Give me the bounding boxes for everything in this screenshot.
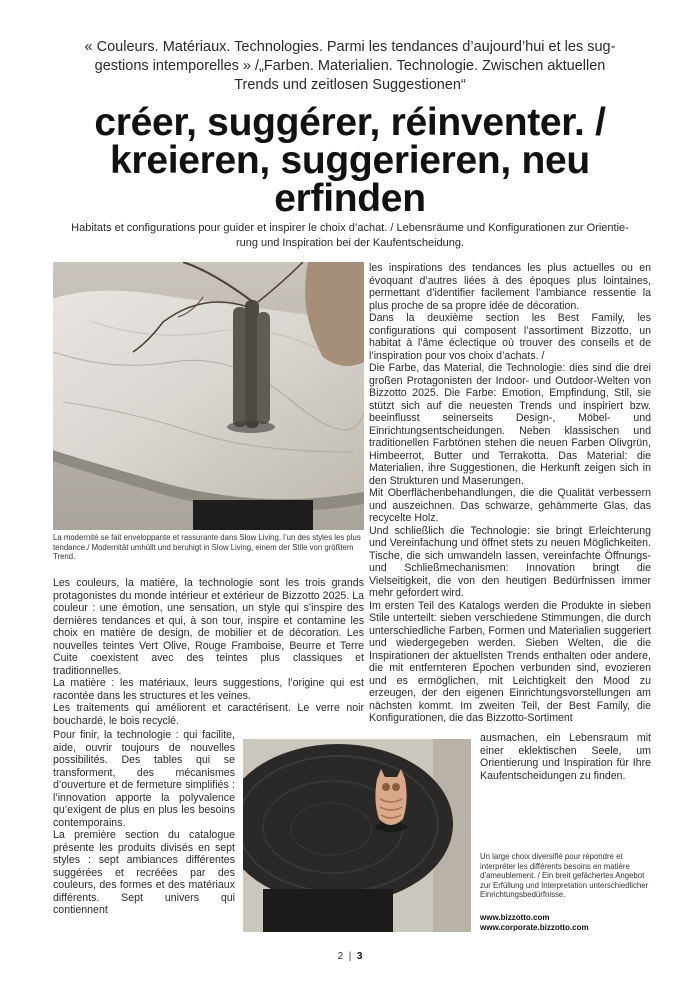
subheading — [50, 221, 650, 251]
paragraph: Les couleurs, la matière, la technologie sont les trois grands protagonistes du monde intérieur et extérieur de Bizzotto 2025. La couleur : une émotion, une sensation, un style qui s’inspire des dernières tendances et qui, à son tour, inspire et contamine les choix en matière de design, de mobilier et de décoration. Les nouvelles teintes Vert Olive, Rouge Framboise, Beurre et Terre Cuite coexistent avec des teintes plus classiques et traditionnelles. — [53, 577, 364, 677]
headline-line: kreieren, suggerieren, neu — [110, 139, 590, 182]
paragraph: La matière : les matériaux, leurs suggestions, l’origine qui est racontée dans les structures et les veines. — [53, 677, 364, 702]
photo-round-table — [243, 739, 471, 932]
round-table-illustration — [243, 739, 471, 932]
website-link[interactable]: www.bizzotto.com — [480, 913, 550, 922]
photo-caption: Un large choix diversifié pour répondre et interpréter les différents besoins en matière d’ameublement. / Ein breit gefächertes Angebot zur Erfüllung und Interpretation unterschiedlicher Einrichtungsbedürfnisse. — [480, 852, 649, 899]
paragraph: Mit Oberflächenbehandlungen, die die Qualität verbessern und auszeichnen. Das schwarze, gehämmerte Glas, das recycelte Holz. — [369, 487, 651, 524]
kicker-line: « Couleurs. Matériaux. Technologies. Parmi les tendances d’aujourd’hui et les sug- — [84, 39, 616, 55]
paragraph: Und schließlich die Technologie: sie bringt Erleichterung und Vereinfachung und öffnet stets zu neuen Möglichkeiten. Tische, die sich umwandeln lassen, vereinfachte Öffnungs- und Schließmechanismen: Innovation bringt die Vielseitigkeit, die von den heutigen Bedürfnissen immer mehr gefordert wird. — [369, 524, 651, 599]
right-narrow-text: ausmachen, ein Lebensraum mit einer eklektischen Seele, um Orientierung und Inspiration für Ihre Kaufentscheidungen zu finden. — [480, 732, 651, 782]
right-column-text — [369, 262, 651, 725]
page-title — [40, 101, 660, 220]
headline-line: créer, suggérer, réinventer. / — [94, 101, 606, 144]
kicker-quote — [60, 38, 640, 95]
paragraph: les inspirations des tendances les plus actuelles ou en évoquant d’autres liées à des époques plus lointaines, permettant d’identifier facilement l’ambiance ressentie la plus proche de sa propre idée de décoration. — [369, 262, 651, 312]
paragraph: Pour finir, la technologie : qui facilite, aide, ouvrir toujours de nouvelles possibilités. Des tables qui se transforment, des mécanismes d’ouverture et de fermeture simplifiés : l’innovation apporte la polyvalence qu’exigent de plus en plus les besoins contemporains. — [53, 729, 235, 829]
website-links — [480, 913, 651, 933]
kicker-line: gestions intemporelles » /„Farben. Materialien. Technologie. Zwischen aktuellen — [94, 58, 606, 74]
headline-line: erfinden — [274, 177, 426, 220]
subhead-line: rung und Inspiration bei der Kaufentscheidung. — [235, 237, 465, 249]
paragraph: Im ersten Teil des Katalogs werden die Produkte in sieben Stile unterteilt: sieben verschiedene Stimmungen, die durch unterschiedliche Farben, Formen und Materialien suggeriert und wiedergegeben werden. Sieben Welten, die die Inspirationen der aktuellsten Trends enthalten oder andere, die mit entfernteren Epochen verbunden sind, evozieren und es ermöglichen, mit Leichtigkeit den Mood zu erzeugen, der den eigenen Einrichtungsvorstellungen am nächsten kommt. Im zweiten Teil, der Best Family, die Konfigurationen, die das Bizzotto-Sortiment — [369, 599, 651, 724]
paragraph: Die Farbe, das Material, die Technologie: dies sind die drei großen Protagonisten der Indoor- und Outdoor-Welten von Bizzotto 2025. Die Farbe: Emotion, Empfindung, Stil, sie stützt sich auf die neuesten Trends und inspiriert bzw. beeinflusst seinerseits Design-, Möbel- und Einrichtungsentscheidungen. Neben klassischen und traditionellen Farbtönen stehen die neuen Farben Olivgrün, Himbeerrot, Butter und Terrakotta. Das Material: die Materialien, ihre Suggestionen, die Herkunft zeigen sich in den Strukturen und Maserungen. — [369, 362, 651, 487]
paragraph: Les traitements qui améliorent et caractérisent. Le verre noir bouchardé, le bois recyclé. — [53, 702, 364, 727]
page-separator: | — [348, 951, 352, 962]
page-number-left: 2 — [337, 951, 344, 962]
photo-marble-table — [53, 262, 364, 530]
kicker-line: Trends und zeitlosen Suggestionen“ — [234, 77, 466, 93]
page-numbers — [300, 951, 400, 962]
paragraph: Dans la deuxième section les Best Family, les configurations qui composent l’assortiment Bizzotto, un habitat à l’âme éclectique où trouver des conseils et de l’inspiration pour vos choix d’achats. / — [369, 312, 651, 362]
subhead-line: Habitats et configurations pour guider et inspirer le choix d’achat. / Lebensräume und Konfigurationen zur Orientie- — [71, 222, 629, 234]
website-link[interactable]: www.corporate.bizzotto.com — [480, 923, 589, 932]
marble-table-illustration — [53, 262, 364, 530]
page-number-right: 3 — [356, 951, 363, 962]
photo-caption: La modernité se fait enveloppante et rassurante dans Slow Living, l’un des styles les plus tendance./ Modernität umhüllt und beruhigt in Slow Living, einem der Stile von größtem Trend. — [53, 533, 361, 561]
left-narrow-text — [53, 729, 235, 917]
paragraph: La première section du catalogue présente les produits divisés en sept styles : sept ambiances différentes suggérées et recréées par des couleurs, des formes et des matériaux différents. Sept univers qui contiennent — [53, 829, 235, 916]
left-column-text — [53, 577, 364, 727]
